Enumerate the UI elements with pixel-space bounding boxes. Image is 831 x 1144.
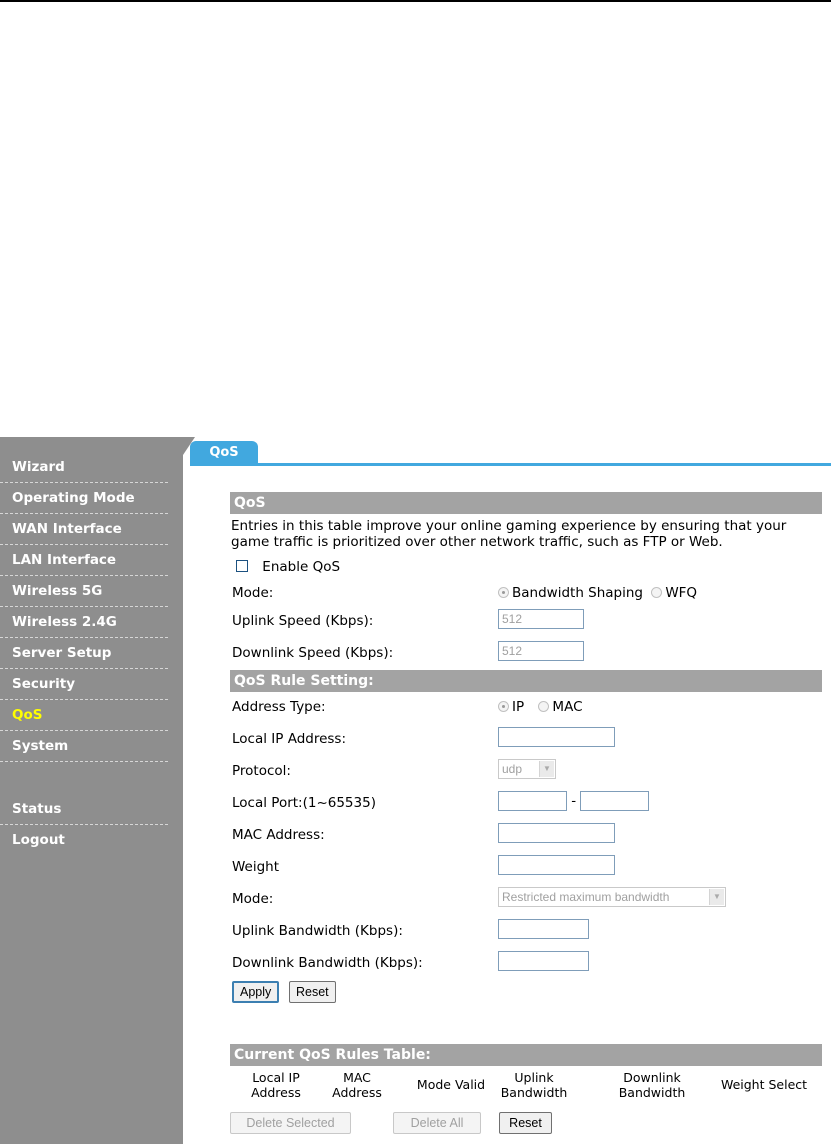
- column-local-ip: Local IP Address: [251, 1070, 301, 1100]
- sidebar-item-security[interactable]: Security: [0, 669, 168, 700]
- protocol-select[interactable]: [498, 759, 556, 779]
- uplink-speed-label: Uplink Speed (Kbps):: [232, 613, 374, 629]
- local-port-start-input[interactable]: [498, 791, 567, 811]
- uplink-bandwidth-row: [230, 916, 822, 948]
- port-separator: -: [571, 793, 577, 809]
- rules-table-header: Current QoS Rules Table:: [230, 1044, 822, 1066]
- qos-description: Entries in this table improve your online gaming experience by ensuring that your game traffic is prioritized over other network traffic, such as FTP or Web.: [231, 518, 787, 550]
- mac-radio[interactable]: [538, 701, 549, 712]
- protocol-label: Protocol:: [232, 763, 291, 779]
- local-port-row: [230, 788, 822, 820]
- ip-label: IP: [512, 699, 525, 715]
- column-downlink-bandwidth: Downlink Bandwidth: [618, 1070, 686, 1100]
- uplink-speed-row: [230, 606, 822, 638]
- mac-address-row: [230, 820, 822, 852]
- sidebar-item-lan-interface[interactable]: LAN Interface: [0, 545, 168, 576]
- sidebar-item-qos[interactable]: QoS: [0, 700, 168, 731]
- sidebar-item-logout[interactable]: Logout: [12, 832, 65, 848]
- tab-underline: [190, 463, 831, 466]
- chevron-down-icon: ▼: [539, 761, 554, 777]
- apply-button[interactable]: Apply: [232, 981, 279, 1003]
- bandwidth-shaping-label: Bandwidth Shaping: [512, 585, 644, 601]
- downlink-bandwidth-label: Downlink Bandwidth (Kbps):: [232, 955, 423, 971]
- protocol-value: udp: [502, 762, 523, 776]
- tab-qos[interactable]: QoS: [190, 441, 258, 465]
- sidebar-spacer: [0, 762, 168, 794]
- rule-buttons: [230, 980, 822, 1010]
- local-ip-row: [230, 724, 822, 756]
- sidebar-nav: [0, 452, 168, 856]
- rules-table-columns: [230, 1066, 822, 1112]
- column-mode-valid: Mode Valid: [416, 1077, 486, 1092]
- sidebar-item-wizard[interactable]: Wizard: [0, 452, 168, 483]
- mac-address-label: MAC Address:: [232, 827, 325, 843]
- table-buttons: [230, 1112, 822, 1138]
- sidebar-item-wan-interface[interactable]: WAN Interface: [0, 514, 168, 545]
- uplink-speed-input[interactable]: [498, 609, 584, 629]
- downlink-speed-row: [230, 638, 822, 670]
- qos-mode-label: Mode:: [232, 585, 274, 601]
- ip-radio[interactable]: [498, 701, 509, 712]
- column-weight-select: Weight Select: [720, 1077, 808, 1092]
- enable-qos-row: [230, 554, 822, 580]
- sidebar: [0, 437, 183, 1144]
- table-reset-button[interactable]: Reset: [499, 1112, 552, 1134]
- enable-qos-checkbox[interactable]: [236, 560, 248, 572]
- local-port-end-input[interactable]: [580, 791, 649, 811]
- weight-label: Weight: [232, 859, 280, 875]
- rule-section-header: QoS Rule Setting:: [230, 670, 822, 692]
- delete-selected-button[interactable]: Delete Selected: [230, 1112, 351, 1134]
- rule-mode-select[interactable]: [498, 887, 726, 907]
- downlink-speed-label: Downlink Speed (Kbps):: [232, 645, 394, 661]
- address-type-label: Address Type:: [232, 699, 326, 715]
- downlink-bandwidth-input[interactable]: [498, 951, 589, 971]
- local-ip-label: Local IP Address:: [232, 731, 347, 747]
- bandwidth-shaping-radio[interactable]: [498, 587, 509, 598]
- wfq-label: WFQ: [665, 585, 698, 601]
- reset-button[interactable]: Reset: [289, 981, 336, 1003]
- mac-address-input[interactable]: [498, 823, 615, 843]
- rule-mode-row: [230, 884, 822, 916]
- qos-mode-row: [230, 580, 822, 606]
- rule-mode-label: Mode:: [232, 891, 274, 907]
- sidebar-item-wireless-2-4g[interactable]: Wireless 2.4G: [0, 607, 168, 638]
- mac-label: MAC: [552, 699, 583, 715]
- main-content: [230, 492, 822, 1138]
- sidebar-item-system[interactable]: System: [0, 731, 168, 762]
- sidebar-item-operating-mode[interactable]: Operating Mode: [0, 483, 168, 514]
- weight-input[interactable]: [498, 855, 615, 875]
- column-mac: MAC Address: [332, 1070, 382, 1100]
- sidebar-item-status[interactable]: Status: [0, 794, 168, 825]
- chevron-down-icon: ▼: [709, 889, 724, 905]
- weight-row: [230, 852, 822, 884]
- downlink-speed-input[interactable]: [498, 641, 584, 661]
- qos-section-header: QoS: [230, 492, 822, 514]
- local-ip-input[interactable]: [498, 727, 615, 747]
- enable-qos-label: Enable QoS: [262, 559, 341, 575]
- rule-mode-value: Restricted maximum bandwidth: [502, 890, 670, 904]
- downlink-bandwidth-row: [230, 948, 822, 980]
- sidebar-item-server-setup[interactable]: Server Setup: [0, 638, 168, 669]
- uplink-bandwidth-input[interactable]: [498, 919, 589, 939]
- local-port-label: Local Port:(1~65535): [232, 795, 376, 811]
- uplink-bandwidth-label: Uplink Bandwidth (Kbps):: [232, 923, 403, 939]
- column-uplink-bandwidth: Uplink Bandwidth: [500, 1070, 568, 1100]
- wfq-radio[interactable]: [651, 587, 662, 598]
- top-border: [0, 0, 831, 2]
- delete-all-button[interactable]: Delete All: [393, 1112, 481, 1134]
- sidebar-item-wireless-5g[interactable]: Wireless 5G: [0, 576, 168, 607]
- address-type-row: [230, 692, 822, 724]
- protocol-row: [230, 756, 822, 788]
